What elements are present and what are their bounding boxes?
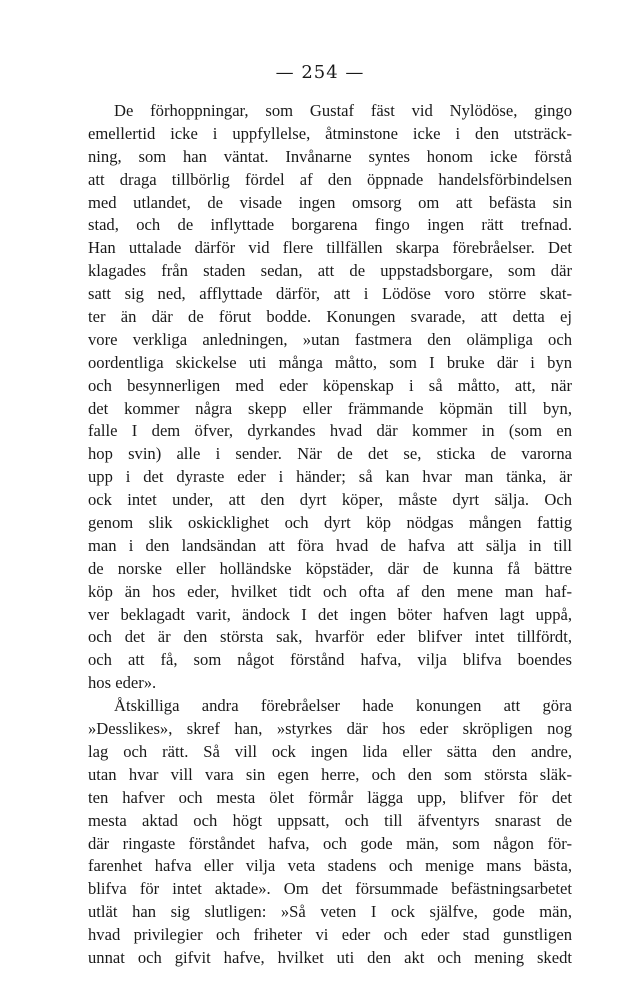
text-line: ock intet under, att den dyrt köper, måste dyrt sälja. Och: [88, 490, 572, 510]
text-line: falle I dem öfver, dyrkandes hvad där kommer in (som en: [88, 421, 572, 441]
body-text: [88, 100, 572, 970]
text-line: hvad privilegier och friheter vi eder och eder stad gunstligen: [88, 925, 572, 945]
text-line: och besynnerligen med eder köpenskap i så måtto, att, när: [88, 375, 572, 395]
text-line: De förhoppningar, som Gustaf fäst vid Nylödöse, gingo: [114, 101, 572, 120]
text-line: med utlandet, de visade ingen omsorg om att befästa sin: [88, 192, 572, 212]
text-line: klagades från staden sedan, att de uppstadsborgare, som där: [88, 261, 572, 281]
text-line: unnat och gifvit hafve, hvilket uti den akt och mening skedt: [88, 947, 572, 967]
text-line: utan hvar vill vara sin egen herre, och den som största släk-: [88, 764, 572, 784]
text-line: Åtskilliga andra förebråelser hade konungen att göra: [114, 696, 572, 716]
text-line: blifva för intet aktade». Om det försummade befästningsarbetet: [88, 879, 572, 899]
text-line: ten hafver och mesta ölet förmår lägga upp, blifver för det: [88, 787, 572, 807]
text-line: ter än där de förut bodde. Konungen svarade, att detta ej: [88, 307, 572, 327]
text-line: att draga tillbörlig fördel af den öppnade handelsförbindelsen: [88, 169, 572, 189]
text-line: ning, som han väntat. Invånarne syntes honom icke förstå: [88, 146, 572, 166]
text-line: och det är den största sak, hvarför eder blifver intet tillfördt,: [88, 627, 572, 647]
text-line: ver beklagadt varit, ändock I det ingen böter hafven lagt uppå,: [88, 604, 572, 624]
text-line: köp än hos eder, hvilket tidt och ofta af den mene man haf-: [88, 581, 572, 601]
text-line: genom slik oskicklighet och dyrt köp nödgas mången fattig: [88, 513, 572, 533]
text-line: oordentliga skickelse uti många måtto, som I bruke där i byn: [88, 352, 572, 372]
text-line: vore verkliga anledningen, »utan fastmera den olämpliga och: [88, 329, 572, 349]
text-line: satt sig ned, afflyttade därför, att i Lödöse voro större skat-: [88, 284, 572, 304]
page-number: — 254 —: [275, 62, 365, 83]
text-line: utlät han sig slutligen: »Så veten I ock själfve, gode män,: [88, 902, 572, 922]
text-line: emellertid icke i uppfyllelse, åtminstone icke i den utsträck-: [88, 123, 572, 143]
text-line: och att få, som något förstånd hafva, vilja blifva boendes: [88, 650, 572, 670]
text-line: lag och rätt. Så vill ock ingen lida eller sätta den andre,: [88, 741, 572, 761]
text-line: upp i det dyraste eder i händer; så kan hvar man tänka, är: [88, 467, 572, 487]
text-line: hop svin) alle i sender. När de det se, sticka de varorna: [88, 444, 572, 464]
text-line: man i den landsändan att föra hvad de hafva att sälja in till: [88, 535, 572, 555]
text-line: Han uttalade därför vid flere tillfällen skarpa förebråelser. Det: [88, 238, 572, 258]
text-line: där ringaste förståndet hafva, och gode män, som någon för-: [88, 833, 572, 853]
text-line: »Desslikes», skref han, »styrkes där hos eder skröpligen nog: [88, 719, 572, 739]
paragraph-1: [88, 100, 572, 695]
text-line: de norske eller holländske köpstäder, där de kunna få bättre: [88, 558, 572, 578]
text-line: det kommer några skepp eller främmande köpmän till byn,: [88, 398, 572, 418]
text-line: mesta aktad och högt uppsatt, och till äfventyrs snarast de: [88, 810, 572, 830]
text-line: hos eder».: [88, 673, 157, 693]
paragraph-2: [88, 695, 572, 970]
text-line: farenhet hafva eller vilja veta stadens och menige mans bästa,: [88, 856, 572, 876]
text-line: stad, och de inflyttade borgarena fingo ingen rätt trefnad.: [88, 215, 572, 235]
